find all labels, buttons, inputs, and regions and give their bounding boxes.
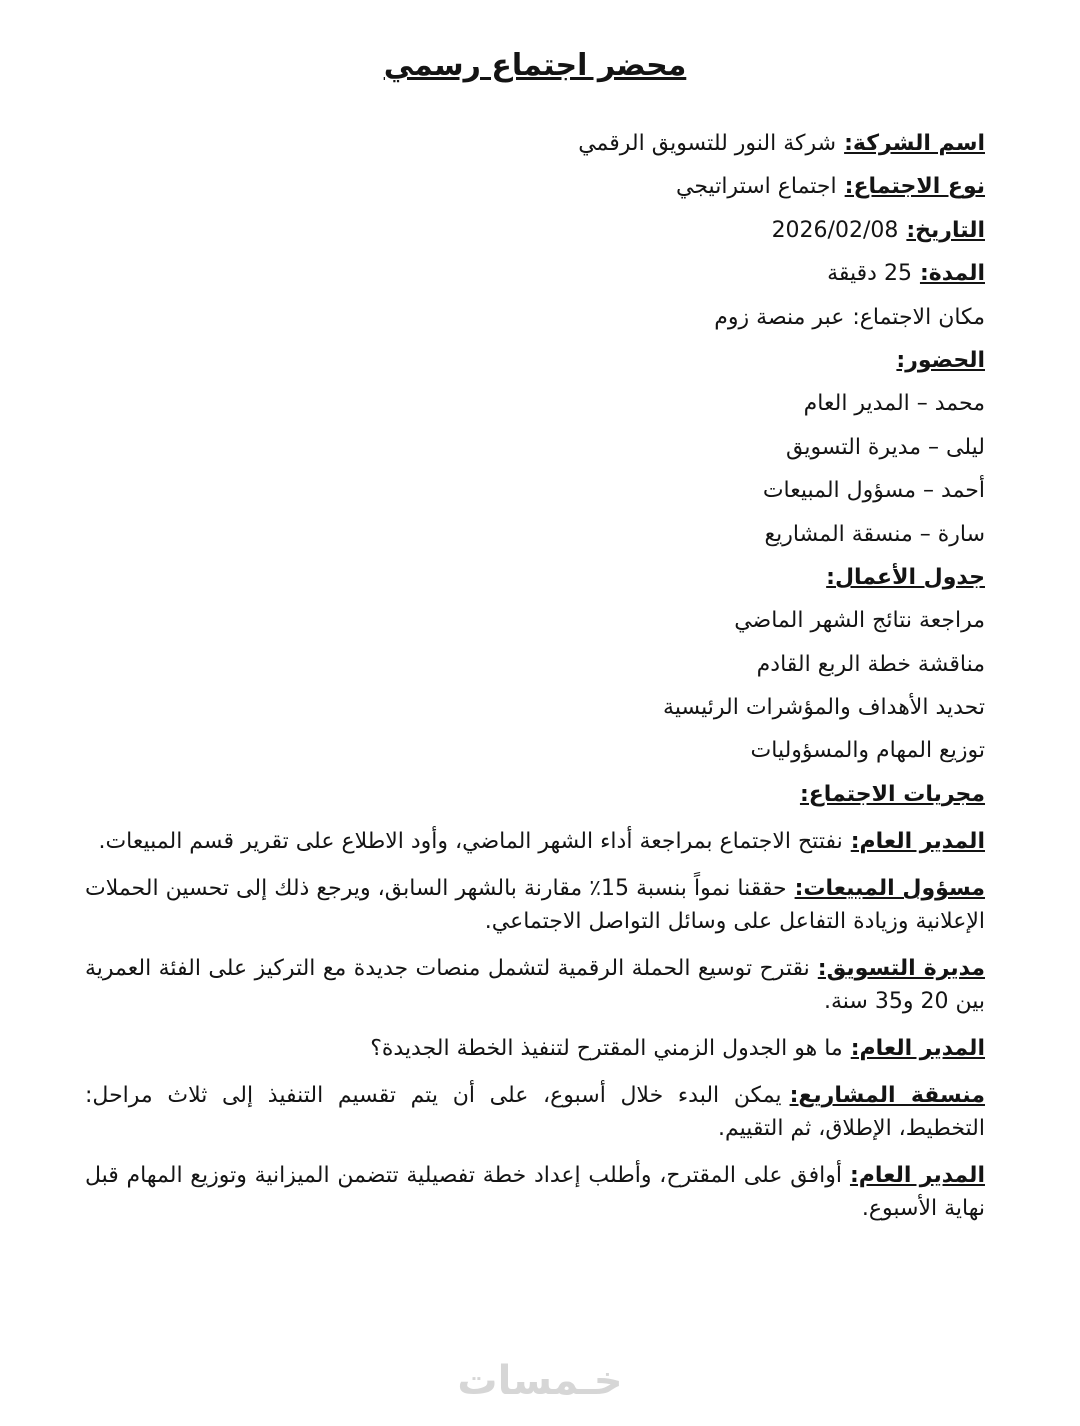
dialogue-entry: [85, 1079, 985, 1145]
speaker-label: المدير العام:: [849, 1163, 985, 1189]
duration-label: المدة:: [919, 261, 985, 287]
speaker-label: مسؤول المبيعات:: [794, 876, 985, 902]
proceedings-section: [85, 782, 985, 1225]
dialogue-entry: [85, 1159, 985, 1225]
company-line: [85, 131, 985, 157]
meeting-info-section: [85, 131, 985, 331]
location-label: مكان الاجتماع:: [852, 304, 985, 330]
document-title: محضر اجتماع رسمي: [383, 48, 687, 83]
company-label: اسم الشركة:: [844, 131, 985, 156]
dialogue-entry: [85, 952, 985, 1018]
meeting-type-line: [85, 174, 985, 200]
meeting-type-label: نوع الاجتماع:: [844, 174, 985, 200]
attendees-heading: الحضور:: [896, 347, 985, 373]
speaker-label: مديرة التسويق:: [817, 956, 985, 982]
dialogue-text: يمكن البدء خلال أسبوع، على أن يتم تقسيم التنفيذ إلى ثلاث مراحل: التخطيط، الإطلاق، ثم التقييم.: [85, 1083, 985, 1142]
attendee-item: أحمد – مسؤول المبيعات: [762, 478, 985, 504]
dialogue-text: نقترح توسيع الحملة الرقمية لتشمل منصات جديدة مع التركيز على الفئة العمرية بين 20 و35 سنة.: [85, 956, 985, 1015]
agenda-section: [85, 565, 985, 765]
dialogue-text: ما هو الجدول الزمني المقترح لتنفيذ الخطة الجديدة؟: [370, 1036, 843, 1062]
attendees-section: [85, 348, 985, 548]
location-line: [85, 305, 985, 331]
dialogue-text: أوافق على المقترح، وأطلب إعداد خطة تفصيلية تتضمن الميزانية وتوزيع المهام قبل نهاية الأسبوع.: [85, 1163, 985, 1222]
attendee-item: ليلى – مديرة التسويق: [786, 434, 985, 460]
speaker-label: منسقة المشاريع:: [789, 1083, 985, 1109]
date-line: [85, 218, 985, 244]
company-value: شركة النور للتسويق الرقمي: [578, 131, 837, 156]
date-label: التاريخ:: [906, 217, 985, 243]
agenda-item: تحديد الأهداف والمؤشرات الرئيسية: [663, 695, 985, 721]
dialogue-text: حققنا نمواً بنسبة 15٪ مقارنة بالشهر السابق، ويرجع ذلك إلى تحسين الحملات الإعلانية وزيادة التفاعل على وسائل التواصل الاجتماعي.: [85, 876, 985, 935]
meeting-type-value: اجتماع استراتيجي: [676, 174, 837, 200]
khamsat-watermark: خـمسات: [457, 1358, 623, 1404]
date-value: 2026/02/08: [771, 217, 899, 243]
dialogue-text: نفتتح الاجتماع بمراجعة أداء الشهر الماضي، وأود الاطلاع على تقرير قسم المبيعات.: [98, 829, 843, 855]
attendee-item: محمد – المدير العام: [803, 391, 985, 417]
agenda-item: مناقشة خطة الربع القادم: [756, 651, 985, 677]
agenda-item: توزيع المهام والمسؤوليات: [750, 738, 985, 764]
agenda-item: مراجعة نتائج الشهر الماضي: [734, 608, 985, 634]
duration-value: 25 دقيقة: [827, 261, 912, 287]
duration-line: [85, 261, 985, 287]
attendee-item: سارة – منسقة المشاريع: [764, 521, 985, 547]
proceedings-heading: مجريات الاجتماع:: [799, 781, 985, 807]
agenda-heading: جدول الأعمال:: [826, 564, 985, 590]
location-value: عبر منصة زوم: [714, 304, 845, 330]
dialogue-entry: [85, 825, 985, 858]
dialogue-entry: [85, 872, 985, 938]
speaker-label: المدير العام:: [850, 829, 985, 855]
dialogue-entry: [85, 1032, 985, 1065]
speaker-label: المدير العام:: [850, 1036, 985, 1062]
